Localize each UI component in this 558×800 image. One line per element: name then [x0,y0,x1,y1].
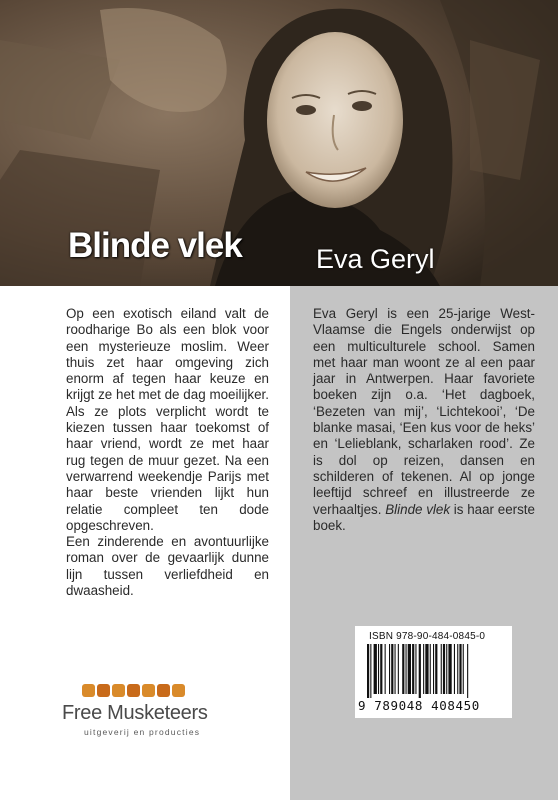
barcode-bar [448,644,451,694]
scroll-icon [172,684,185,697]
barcode-bar [385,644,386,694]
barcode-bar [463,644,464,694]
barcode-bar [443,644,445,694]
barcode-bar [402,644,404,694]
cover-photo [0,0,558,286]
author-name: Eva Geryl [316,244,435,274]
publisher-name: Free Musketeers [62,702,208,724]
barcode-bar [459,644,461,694]
barcode-bar [425,644,428,694]
bio-text: Eva Geryl is een 25-jarige West-Vlaamse die Engels onderwijst op een multiculturele school. Samen met haar man woont ze al een paar jaar in Antwerpen. Haar favoriete boeken zijn o.a. ‘Het dagboek, ‘Bezeten van mij’, ‘Lichtekooi’, ‘De blanke masai, ‘Een kus voor de heks’ en ‘Lelieblank, scharlaken rood’. Ze is dol op reizen, dansen en schilderen of tekenen. Al op jonge leeftijd schreef en illustreerde ze verhaaltjes. [313,306,535,517]
barcode-bar [398,644,399,694]
barcode-bar [419,644,421,698]
barcode-bar [408,644,411,694]
barcode-bar [374,644,377,694]
pen-icon [112,684,125,697]
book-blurb [66,306,269,599]
barcode-bar [446,644,447,694]
barcode-bar [435,644,437,694]
barcode-bar [389,644,390,694]
barcode-digits: 9 789048 408450 [358,698,480,713]
bio-closing: is haar eerste boek. [313,501,535,533]
bio-book-title: Blinde vlek [385,501,451,517]
publisher-tagline: uitgeverij en producties [84,727,201,737]
logo-icon-row [82,684,185,697]
book-title: Blinde vlek [68,226,242,265]
barcode-bar [380,644,382,694]
barcode-bar [370,644,371,698]
barcode-bar [415,644,416,694]
barcode-bar [433,644,434,694]
barcode-bar [395,644,396,694]
sword-icon [97,684,110,697]
feather-icon [157,684,170,697]
isbn-barcode [355,626,512,718]
blurb-paragraph: Een zinderende en avontuurlijke roman over de gevaarlijk dunne lijn tussen verliefdheid en dwaasheid. [66,534,269,599]
hat-icon [127,684,140,697]
barcode-bar [423,644,424,694]
isbn-number: ISBN 978-90-484-0845-0 [369,631,486,642]
barcode-bar [406,644,407,694]
barcode-bar [454,644,455,694]
barcode-bar [412,644,414,694]
barcode-bar [391,644,393,694]
barcode-bars [367,644,501,698]
author-bio [313,306,535,534]
book-icon [82,684,95,697]
barcode-bar [378,644,379,694]
mask-icon [142,684,155,697]
blurb-paragraph: Op een exotisch eiland valt de roodharige Bo als een blok voor een mysterieuze moslim. Weer thuis zet haar omgeving zich enorm af tegen haar keuze en krijgt ze het met de dag moeilijker. Als ze plots verplicht wordt te kiezen tussen haar toekomst of haar vriend, wordt ze met haar rug tegen de muur gezet. Na een verwarrend weekendje Parijs met haar beste vrienden lijkt hun relatie compleet ten dode opgeschreven. [66,306,269,533]
barcode-bar [441,644,442,694]
publisher-logo [62,682,232,742]
barcode-bar [430,644,431,694]
barcode-bar [457,644,458,694]
barcode-bar [367,644,369,698]
barcode-bar [467,644,468,698]
